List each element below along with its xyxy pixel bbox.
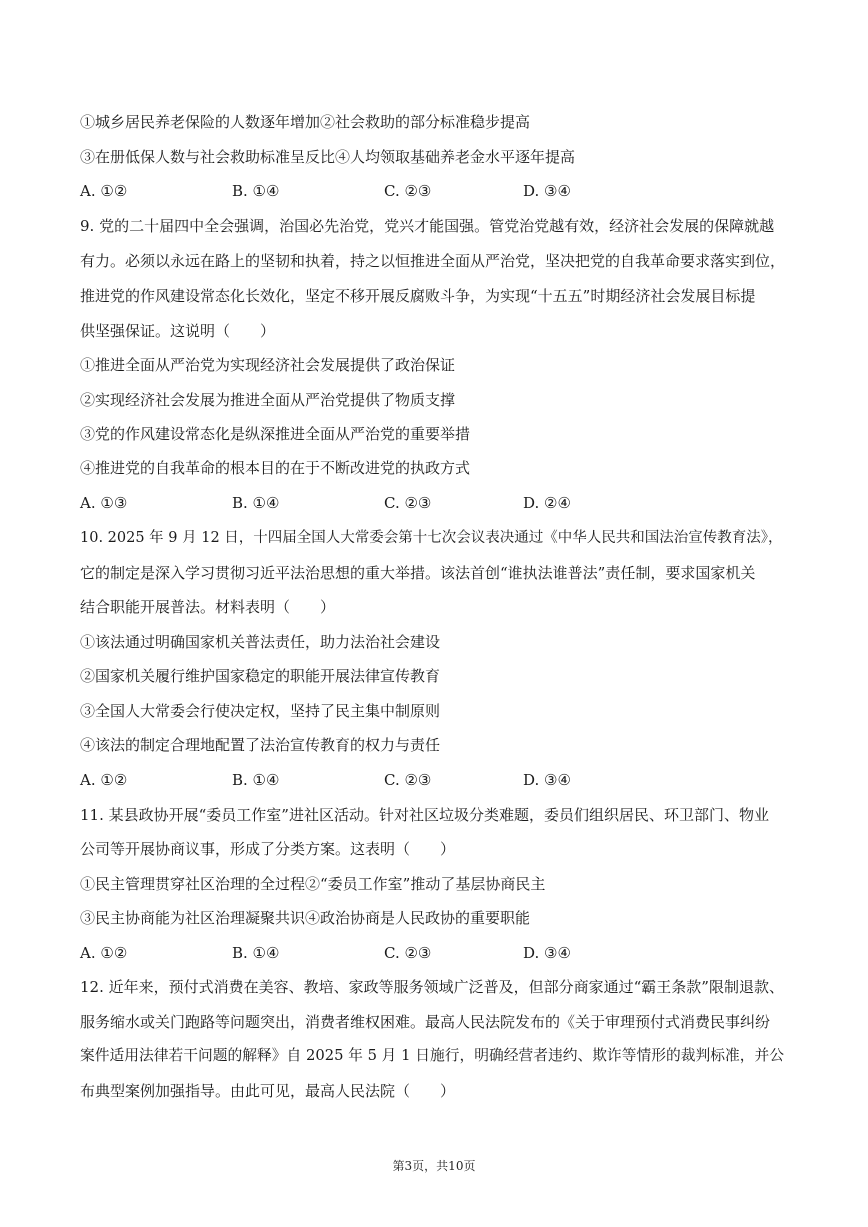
option-a[interactable]: A. ①② xyxy=(80,771,128,789)
q12-stem-line-4: 布典型案例加强指导。由此可见，最高人民法院（ ） xyxy=(80,1082,456,1100)
option-c[interactable]: C. ②③ xyxy=(384,494,432,512)
q11-options xyxy=(80,943,680,963)
option-a[interactable]: A. ①② xyxy=(80,182,128,200)
q10-options xyxy=(80,770,680,790)
q9-statement-2: ②实现经济社会发展为推进全面从严治党提供了物质支撑 xyxy=(80,391,456,409)
q9-stem-line-2: 有力。必须以永远在路上的坚韧和执着，持之以恒推进全面从严治党，坚决把党的自我革命要求落实到位， xyxy=(80,252,786,270)
q12-stem-line-3: 案件适用法律若干问题的解释》自 2025 年 5 月 1 日施行，明确经营者违约、欺诈等情形的裁判标准，并公 xyxy=(80,1047,784,1064)
q11-stem-line-2: 公司等开展协商议事，形成了分类方案。这表明（ ） xyxy=(80,840,456,858)
q9-statement-4: ④推进党的自我革命的根本目的在于不断改进党的执政方式 xyxy=(80,459,471,477)
q10-stem-line-1: 10. 2025 年 9 月 12 日，十四届全国人大常委会第十七次会议表决通过《中华人民共和国法治宣传教育法》， xyxy=(80,530,783,546)
q10-statement-4: ④该法的制定合理地配置了法治宣传教育的权力与责任 xyxy=(80,736,441,754)
q8-statement-row-1: ①城乡居民养老保险的人数逐年增加②社会救助的部分标准稳步提高 xyxy=(80,113,531,131)
q9-stem-line-1: 9. 党的二十届四中全会强调，治国必先治党，党兴才能国强。管党治党越有效，经济社会发展的保障就越 xyxy=(80,217,775,235)
q10-statement-3: ③全国人大常委会行使决定权，坚持了民主集中制原则 xyxy=(80,702,441,720)
q12-stem-line-2: 服务缩水或关门跑路等问题突出，消费者维权困难。最高人民法院发布的《关于审理预付式消费民事纠纷 xyxy=(80,1013,771,1031)
q9-statement-3: ③党的作风建设常态化是纵深推进全面从严治党的重要举措 xyxy=(80,425,471,443)
q8-statement-row-2: ③在册低保人数与社会救助标准呈反比④人均领取基础养老金水平逐年提高 xyxy=(80,148,576,166)
option-a[interactable]: A. ①③ xyxy=(80,494,128,512)
option-c[interactable]: C. ②③ xyxy=(384,771,432,789)
option-a[interactable]: A. ①② xyxy=(80,944,128,962)
q9-stem-line-3: 推进党的作风建设常态化长效化，坚定不移开展反腐败斗争，为实现“十五五”时期经济社会发展目标提 xyxy=(80,287,756,305)
option-b[interactable]: B. ①④ xyxy=(232,182,280,200)
q10-statement-2: ②国家机关履行维护国家稳定的职能开展法律宣传教育 xyxy=(80,667,441,685)
q10-statement-1: ①该法通过明确国家机关普法责任，助力法治社会建设 xyxy=(80,633,441,651)
q11-statement-row-2: ③民主协商能为社区治理凝聚共识④政治协商是人民政协的重要职能 xyxy=(80,909,531,927)
option-d[interactable]: D. ③④ xyxy=(523,944,571,962)
q8-options xyxy=(80,181,680,201)
q12-stem-line-1: 12. 近年来，预付式消费在美容、教培、家政等服务领域广泛普及，但部分商家通过“霸王条款”限制退款、 xyxy=(80,978,784,996)
q9-stem-line-4: 供坚强保证。这说明（ ） xyxy=(80,322,276,340)
q10-stem-line-2: 它的制定是深入学习贯彻习近平法治思想的重大举措。该法首创“谁执法谁普法”责任制，要求国家机关 xyxy=(80,564,756,582)
option-c[interactable]: C. ②③ xyxy=(384,944,432,962)
option-b[interactable]: B. ①④ xyxy=(232,494,280,512)
option-d[interactable]: D. ②④ xyxy=(523,494,571,512)
q11-stem-line-1: 11. 某县政协开展“委员工作室”进社区活动。针对社区垃圾分类难题，委员们组织居民、环卫部门、物业 xyxy=(80,806,769,824)
option-d[interactable]: D. ③④ xyxy=(523,182,571,200)
q11-statement-row-1: ①民主管理贯穿社区治理的全过程②“委员工作室”推动了基层协商民主 xyxy=(80,875,546,893)
q10-stem-line-3: 结合职能开展普法。材料表明（ ） xyxy=(80,598,336,616)
option-d[interactable]: D. ③④ xyxy=(523,771,571,789)
option-b[interactable]: B. ①④ xyxy=(232,771,280,789)
q9-statement-1: ①推进全面从严治党为实现经济社会发展提供了政治保证 xyxy=(80,356,456,374)
option-b[interactable]: B. ①④ xyxy=(232,944,280,962)
q9-options xyxy=(80,493,680,513)
page-number-footer: 第3页，共10页 xyxy=(392,1159,476,1173)
option-c[interactable]: C. ②③ xyxy=(384,182,432,200)
